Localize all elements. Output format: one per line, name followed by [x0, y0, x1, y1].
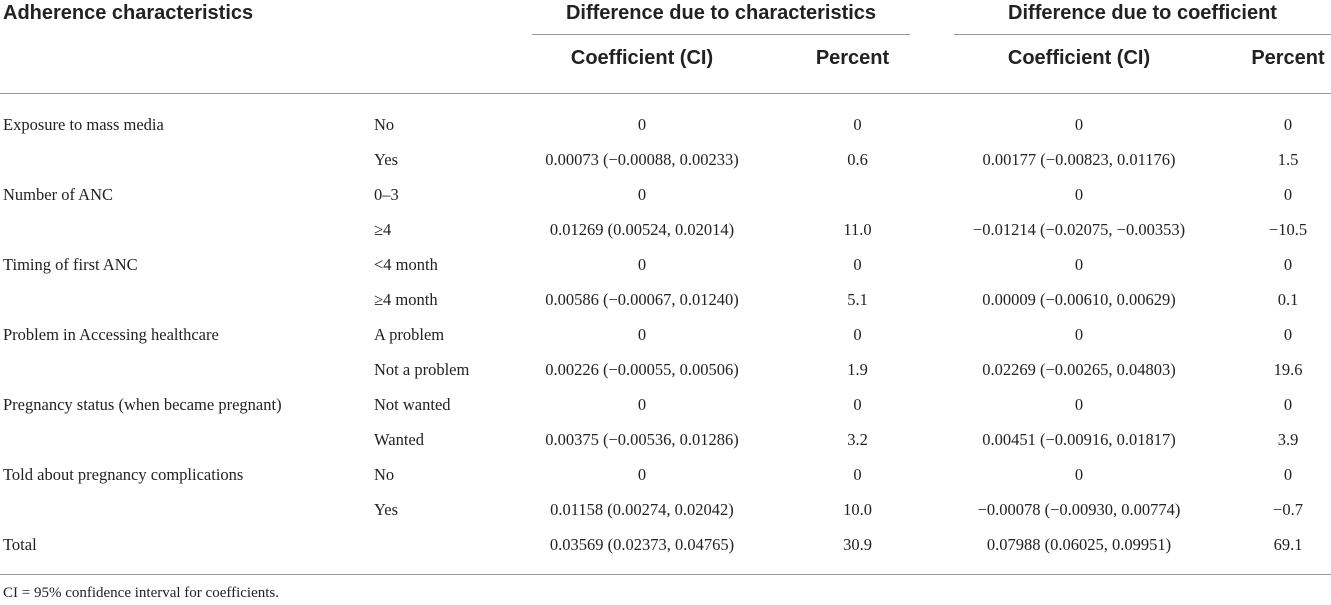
row-coef-ci-2: 0.00009 (−0.00610, 0.00629): [982, 290, 1176, 309]
header-group-characteristics: Difference due to characteristics: [565, 2, 877, 24]
row-category: Yes: [374, 150, 399, 169]
row-coef-ci-2: 0: [1074, 325, 1084, 344]
row-percent-1: 10.0: [843, 500, 872, 519]
header-group-coefficient: Difference due to coefficient: [1008, 2, 1277, 24]
row-coef-ci-1: 0: [637, 325, 647, 344]
row-coef-ci-2: 0.00177 (−0.00823, 0.01176): [982, 150, 1176, 169]
row-percent-2: 0.1: [1277, 290, 1299, 309]
row-percent-2: 69.1: [1273, 535, 1303, 554]
row-percent-2: 0: [1283, 465, 1293, 484]
row-coef-ci-2: −0.01214 (−0.02075, −0.00353): [972, 220, 1186, 239]
row-coef-ci-1: 0.00586 (−0.00067, 0.01240): [545, 290, 739, 309]
row-percent-1: 0: [853, 395, 862, 414]
row-coef-ci-1: 0: [637, 255, 647, 274]
bottom-rule: [0, 574, 1331, 575]
header-adherence-characteristics: Adherence characteristics: [3, 2, 254, 24]
row-coef-ci-1: 0: [637, 465, 647, 484]
row-coef-ci-1: 0.00073 (−0.00088, 0.00233): [545, 150, 739, 169]
row-coef-ci-1: 0: [637, 185, 647, 204]
row-percent-1: 0: [853, 465, 862, 484]
row-percent-1: 30.9: [843, 535, 872, 554]
header-rule: [0, 93, 1331, 94]
row-category: ≥4: [374, 220, 392, 239]
row-percent-2: 0: [1283, 185, 1293, 204]
row-percent-2: 3.9: [1277, 430, 1299, 449]
header-coef-ci-1: Coefficient (CI): [570, 47, 714, 69]
row-category: 0–3: [374, 185, 399, 204]
row-percent-2: −0.7: [1273, 500, 1303, 519]
row-category: ≥4 month: [374, 290, 438, 309]
row-coef-ci-2: 0: [1074, 395, 1084, 414]
row-coef-ci-1: 0.00226 (−0.00055, 0.00506): [545, 360, 739, 379]
row-coef-ci-2: 0: [1074, 185, 1084, 204]
row-category: Yes: [374, 500, 399, 519]
row-percent-1: 1.9: [847, 360, 868, 379]
row-label: Timing of first ANC: [3, 255, 138, 274]
group-rule-characteristics: [532, 34, 910, 35]
footnote: CI = 95% confidence interval for coefficients.: [3, 585, 279, 601]
row-coef-ci-2: 0.02269 (−0.00265, 0.04803): [982, 360, 1176, 379]
row-coef-ci-1: 0.03569 (0.02373, 0.04765): [549, 535, 735, 554]
row-label: Total: [3, 535, 37, 554]
row-percent-1: 3.2: [847, 430, 868, 449]
row-category: A problem: [374, 325, 445, 344]
row-label: Number of ANC: [3, 185, 113, 204]
row-coef-ci-2: 0.07988 (0.06025, 0.09951): [986, 535, 1172, 554]
row-percent-2: 0: [1283, 115, 1293, 134]
row-label: Told about pregnancy complications: [3, 465, 244, 484]
row-label: Exposure to mass media: [3, 115, 164, 134]
header-percent-1: Percent: [815, 47, 890, 69]
row-percent-1: 5.1: [847, 290, 868, 309]
row-label: Problem in Accessing healthcare: [3, 325, 219, 344]
row-coef-ci-1: 0: [637, 115, 647, 134]
row-percent-2: 19.6: [1273, 360, 1303, 379]
header-percent-2: Percent: [1251, 47, 1325, 69]
row-coef-ci-1: 0: [637, 395, 647, 414]
header-coef-ci-2: Coefficient (CI): [1007, 47, 1151, 69]
row-coef-ci-2: −0.00078 (−0.00930, 0.00774): [977, 500, 1181, 519]
row-category: Wanted: [374, 430, 424, 449]
row-percent-2: 1.5: [1277, 150, 1299, 169]
row-percent-1: 0.6: [847, 150, 868, 169]
row-coef-ci-2: 0: [1074, 115, 1084, 134]
row-percent-1: 11.0: [843, 220, 872, 239]
row-coef-ci-2: 0: [1074, 255, 1084, 274]
row-coef-ci-2: 0: [1074, 465, 1084, 484]
row-percent-2: 0: [1283, 395, 1293, 414]
row-coef-ci-1: 0.01269 (0.00524, 0.02014): [549, 220, 735, 239]
row-percent-2: 0: [1283, 255, 1293, 274]
row-category: <4 month: [374, 255, 438, 274]
group-rule-coefficient: [954, 34, 1331, 35]
row-category: Not wanted: [374, 395, 451, 414]
row-label: Pregnancy status (when became pregnant): [3, 395, 282, 414]
row-coef-ci-1: 0.00375 (−0.00536, 0.01286): [545, 430, 739, 449]
row-coef-ci-1: 0.01158 (0.00274, 0.02042): [550, 500, 734, 519]
row-percent-2: −10.5: [1268, 220, 1308, 239]
row-category: Not a problem: [374, 360, 470, 379]
row-percent-1: 0: [853, 325, 862, 344]
row-percent-2: 0: [1283, 325, 1293, 344]
row-category: No: [374, 115, 395, 134]
row-percent-1: 0: [853, 115, 862, 134]
row-coef-ci-2: 0.00451 (−0.00916, 0.01817): [982, 430, 1176, 449]
row-percent-1: 0: [853, 255, 862, 274]
row-category: No: [374, 465, 395, 484]
